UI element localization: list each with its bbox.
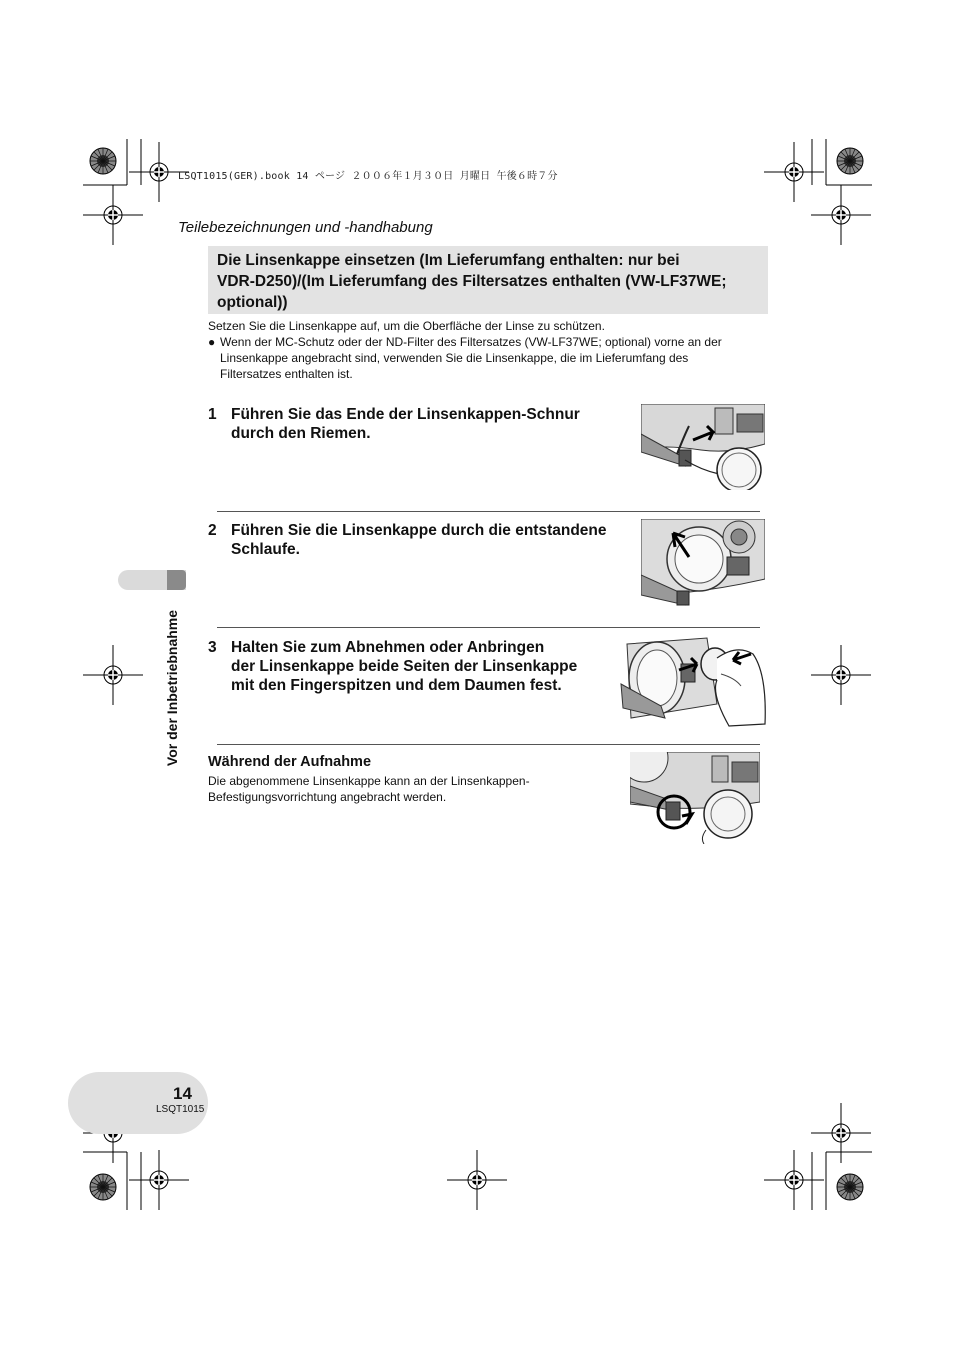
- step-number: 2: [208, 522, 217, 539]
- page-number: 14: [173, 1084, 192, 1103]
- section-header: Teilebezeichnungen und -handhabung: [178, 219, 433, 236]
- divider: [217, 627, 760, 628]
- step-line: Führen Sie die Linsenkappe durch die entstandene: [231, 522, 607, 539]
- step-line: Halten Sie zum Abnehmen oder Anbringen: [231, 639, 545, 656]
- step-text: [231, 405, 580, 443]
- lens-cap-strap-illustration: [641, 404, 765, 490]
- intro-bullet: [208, 334, 768, 382]
- step-line: mit den Fingerspitzen und dem Daumen fest.: [231, 677, 562, 694]
- step-line: Führen Sie das Ende der Linsenkappen-Schnur: [231, 406, 580, 423]
- step-line: der Linsenkappe beide Seiten der Linsenkappe: [231, 658, 578, 675]
- step-number: 3: [208, 639, 217, 656]
- title-line: optional)): [217, 294, 288, 311]
- print-header-line: LSQT1015(GER).book 14 ページ ２００６年１月３０日 月曜日 午後６時７分: [178, 171, 558, 182]
- lens-cap-loop-illustration: [641, 519, 765, 611]
- divider: [217, 511, 760, 512]
- step-text: [231, 638, 577, 695]
- divider: [217, 744, 760, 745]
- step-2: [208, 521, 628, 561]
- page-code: LSQT1015: [156, 1104, 205, 1115]
- recording-text: [208, 773, 530, 805]
- cap-holder-illustration: [630, 752, 760, 844]
- step-number: 1: [208, 406, 217, 423]
- title-line: VDR-D250)/(Im Lieferumfang des Filtersatzes enthalten (VW-LF37WE;: [217, 273, 727, 290]
- bullet-line: Linsenkappe angebracht sind, verwenden Sie die Linsenkappe, die im Lieferumfang des: [220, 351, 689, 365]
- side-chapter-label: Vor der Inbetriebnahme: [164, 609, 180, 767]
- bullet-icon: ●: [208, 335, 216, 349]
- bullet-line: Filtersatzes enthalten ist.: [220, 367, 353, 381]
- recording-title: Während der Aufnahme: [208, 754, 372, 770]
- step-1: [208, 405, 628, 445]
- step-text: [231, 521, 607, 559]
- title-box: [208, 246, 768, 314]
- intro-text: Setzen Sie die Linsenkappe auf, um die Oberfläche der Linse zu schützen.: [208, 319, 605, 333]
- recording-line: Befestigungsvorrichtung angebracht werden.: [208, 790, 447, 804]
- holding-lens-cap-illustration: [617, 634, 767, 729]
- step-3: [208, 638, 608, 698]
- step-line: durch den Riemen.: [231, 425, 371, 442]
- intro-block: [208, 318, 768, 382]
- recording-line: Die abgenommene Linsenkappe kann an der Linsenkappen-: [208, 774, 530, 788]
- step-line: Schlaufe.: [231, 541, 300, 558]
- title-line: Die Linsenkappe einsetzen (Im Lieferumfang enthalten: nur bei: [217, 252, 680, 269]
- bullet-line: Wenn der MC-Schutz oder der ND-Filter des Filtersatzes (VW-LF37WE; optional) vorne an der: [220, 335, 722, 349]
